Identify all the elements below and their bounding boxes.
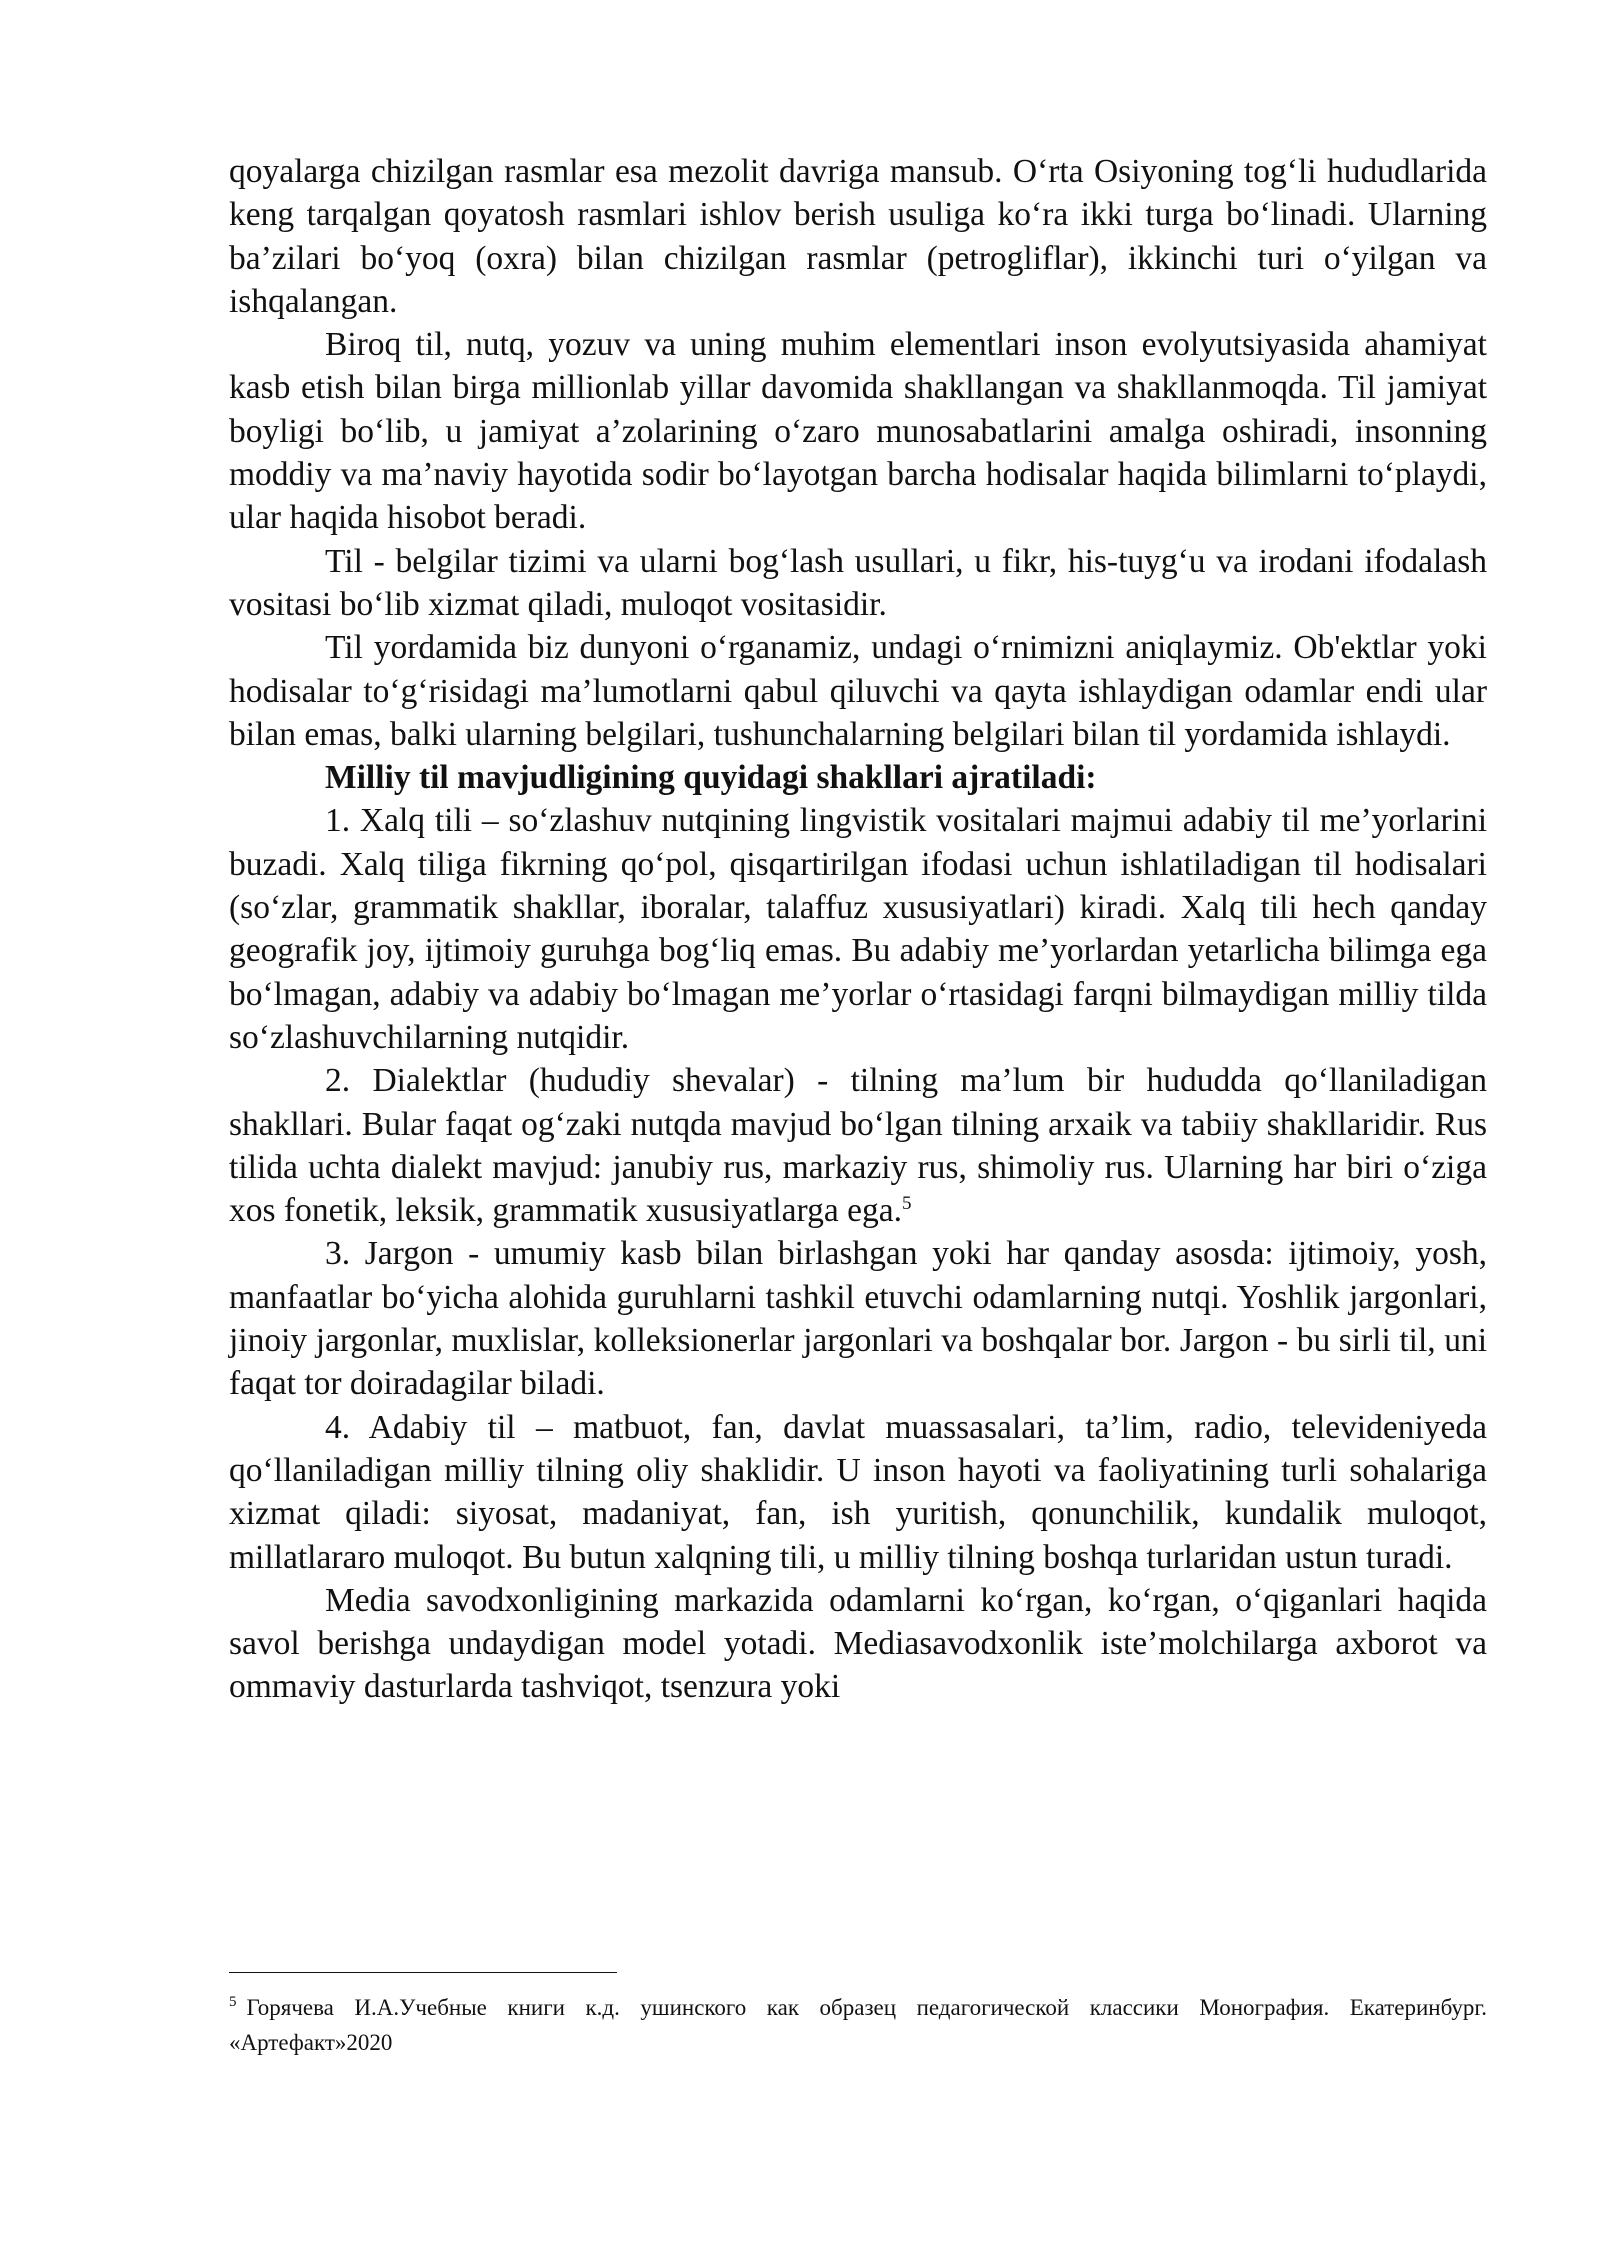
paragraph-language-definition: Til - belgilar tizimi va ularni bog‘lash usullari, u fikr, his-tuyg‘u va irodani ifodalash vositasi bo‘lib xizmat qiladi, muloqot vositasidir. (229, 542, 1487, 623)
list-item-folk-language: 1. Xalq tili – so‘zlashuv nutqining lingvistik vositalari majmui adabiy til me’yorlarini buzadi. Xalq tiliga fikrning qo‘pol, qisqartirilgan ifodasi uchun ishlatiladigan til hodisalari (so‘zlar, grammatik shakllar, iboralar, talaffuz xususiyatlari) kiradi. Xalq tili hech qanday geografik joy, ijtimoiy guruhga bog‘liq emas. Bu adabiy me’yorlardan yetarlicha bilimga ega bo‘lmagan, adabiy va adabiy bo‘lmagan me’yorlar o‘rtasidagi farqni bilmaydigan milliy tilda so‘zlashuvchilarning nutqidir. (229, 802, 1487, 1056)
paragraph-language-use: Til yordamida biz dunyoni o‘rganamiz, undagi o‘rnimizni aniqlaymiz. Ob'ektlar yoki hodisalar to‘g‘risidagi ma’lumotlarni qabul qiluvchi va qayta ishlaydigan odamlar endi ular bilan emas, balki ularning belgilari, tushunchalarning belgilari bilan til yordamida ishlaydi. (229, 629, 1487, 753)
body-text (229, 150, 1487, 1709)
footnote-marker: 5 (229, 1994, 237, 2011)
paragraph-media-literacy: Media savodxonligining markazida odamlarni ko‘rgan, ko‘rgan, o‘qiganlari haqida savol berishga undaydigan model yotadi. Mediasavodxonlik iste’molchilarga axborot va ommaviy dasturlarda tashviqot, tsenzura yoki (229, 1581, 1487, 1706)
list-item-dialects (229, 1059, 1487, 1232)
paragraph-language-evolution: Biroq til, nutq, yozuv va uning muhim elementlari inson evolyutsiyasida ahamiyat kasb etish bilan birga millionlab yillar davomida shakllangan va shakllanmoqda. Til jamiyat boyligi bo‘lib, u jamiyat a’zolarining o‘zaro munosabatlarini amalga oshiradi, insonning moddiy va ma’naviy hayotida sodir bo‘layotgan barcha hodisalar haqida bilimlarni to‘playdi, ular haqida hisobot beradi. (229, 326, 1487, 537)
footnote (229, 1990, 1487, 2060)
paragraph-continuation: qoyalarga chizilgan rasmlar esa mezolit davriga mansub. O‘rta Osiyoning tog‘li hududlarida keng tarqalgan qoyatosh rasmlari ishlov berish usuliga ko‘ra ikki turga bo‘linadi. Ularning ba’zilari bo‘yoq (oxra) bilan chizilgan rasmlar (petrogliflar), ikkinchi turi o‘yilgan va ishqalangan. (229, 153, 1487, 320)
footnote-divider (229, 1972, 617, 1973)
list-item-jargon: 3. Jargon - umumiy kasb bilan birlashgan yoki har qanday asosda: ijtimoiy, yosh, manfaatlar bo‘yicha alohida guruhlarni tashkil etuvchi odamlarning nutqi. Yoshlik jargonlari, jinoiy jargonlar, muxlislar, kolleksionerlar jargonlari va boshqalar bor. Jargon - bu sirli til, uni faqat tor doiradagilar biladi. (229, 1235, 1487, 1403)
list-item-literary-language: 4. Adabiy til – matbuot, fan, davlat muassasalari, ta’lim, radio, televideniyeda qo‘llaniladigan milliy tilning oliy shaklidir. U inson hayoti va faoliyatining turli sohalariga xizmat qiladi: siyosat, madaniyat, fan, ish yuritish, qonunchilik, kundalik muloqot, millatlararo muloqot. Bu butun xalqning tili, u milliy tilning boshqa turlaridan ustun turadi. (229, 1408, 1487, 1576)
list-item-dialects-text: 2. Dialektlar (hududiy shevalar) - tilning ma’lum bir hududda qo‘llaniladigan shakllari. Bular faqat og‘zaki nutqda mavjud bo‘lgan tilning arxaik va tabiiy shakllaridir. Rus tilida uchta dialekt mavjud: janubiy rus, markaziy rus, shimoliy rus. Ularning har biri o‘ziga xos fonetik, leksik, grammatik xususiyatlarga ega. (229, 1062, 1487, 1230)
section-heading: Milliy til mavjudligining quyidagi shakllari ajratiladi: (325, 759, 1097, 797)
footnote-text: Горячева И.А.Учебные книги к.д. ушинского как образец педагогической классики Монография. Екатеринбург. «Артефакт»2020 (229, 1995, 1487, 2055)
footnote-reference[interactable]: 5 (901, 1192, 912, 1214)
